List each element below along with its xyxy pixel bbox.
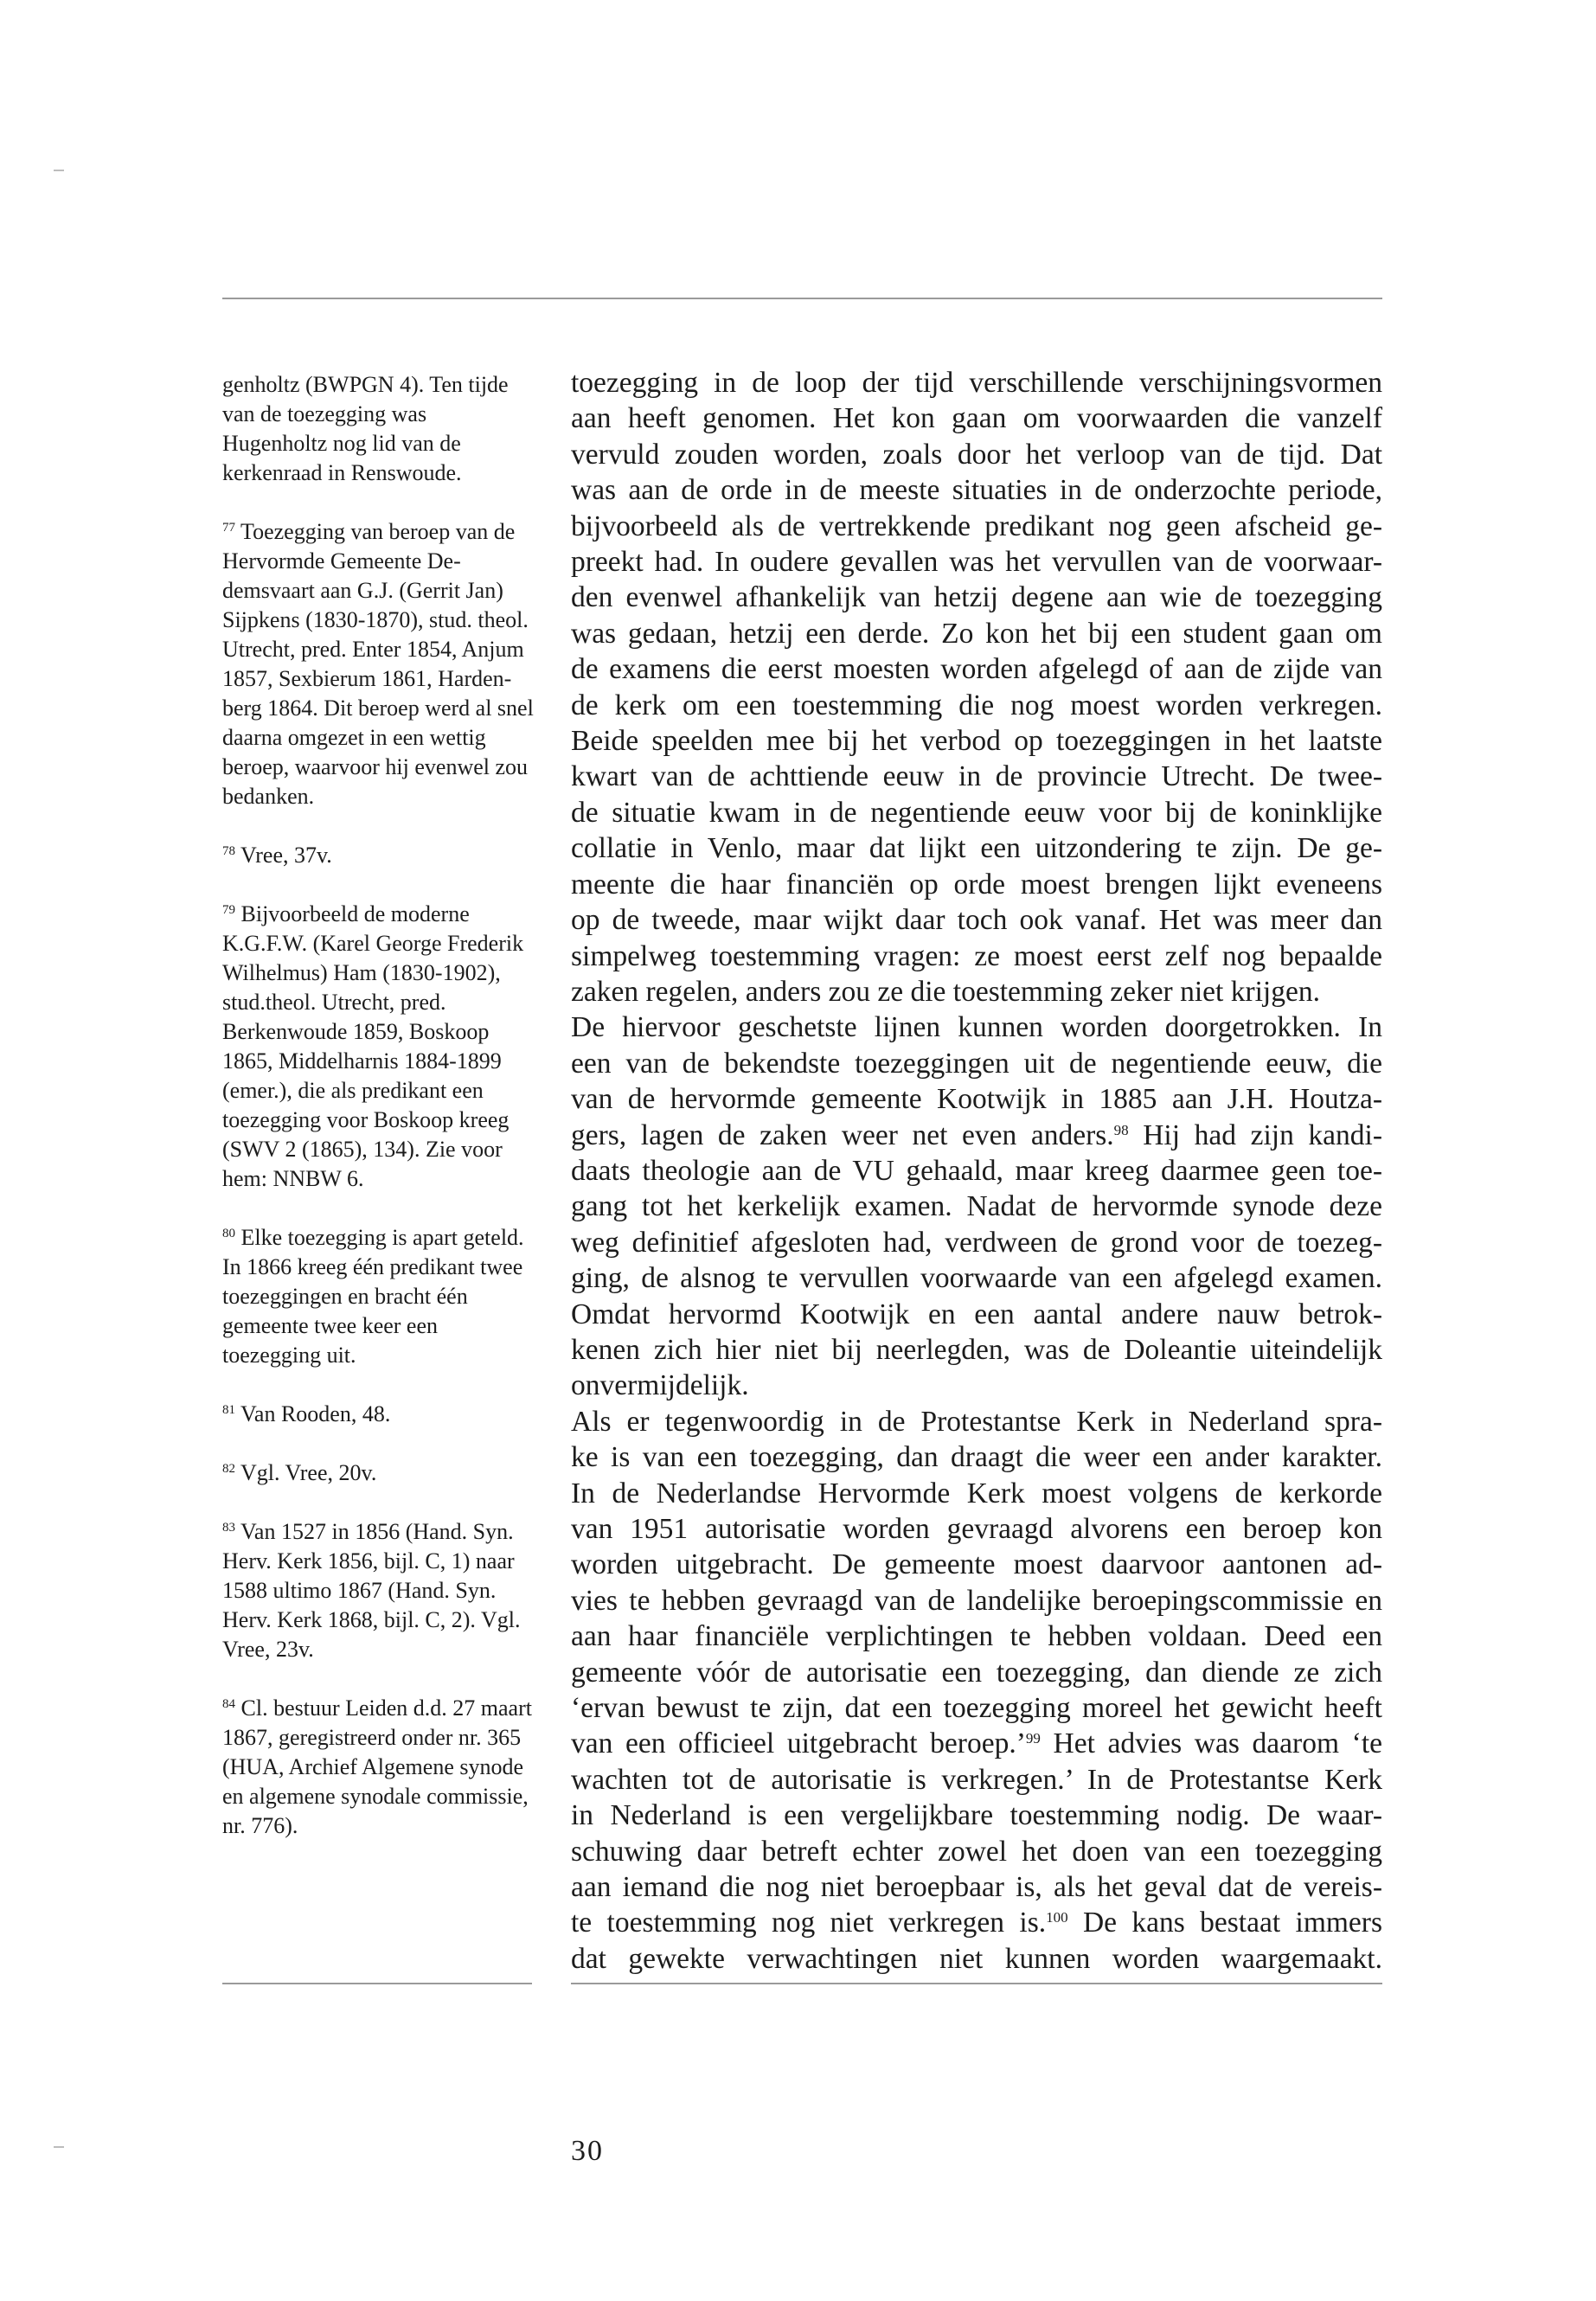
text-line: den evenwel afhankelijk van hetzij degene aan wie de toezegging bbox=[571, 581, 1382, 614]
footnote-84 bbox=[222, 1694, 535, 1841]
text-line: gemeente vóór de autorisatie een toezegging, dan diende ze zich bbox=[571, 1656, 1382, 1689]
main-column-bottom-rule bbox=[571, 1983, 1382, 1984]
text-line: simpelweg toestemming vragen: ze moest eerst zelf nog bepaalde bbox=[571, 939, 1382, 972]
text-line bbox=[571, 1905, 1382, 1940]
text-line bbox=[571, 1118, 1382, 1153]
paragraph-3 bbox=[571, 1404, 1382, 1977]
crop-mark-bottom-left bbox=[54, 2146, 64, 2148]
text-line: meente die haar financiën op orde moest brengen lijkt eveneens bbox=[571, 868, 1382, 901]
text-line: preekt had. In oudere gevallen was het vervullen van de voorwaar- bbox=[571, 546, 1382, 579]
text-segment: te toestemming nog niet verkregen is. bbox=[571, 1907, 1047, 1939]
text-line: aan heeft genomen. Het kon gaan om voorwaarden die vanzelf bbox=[571, 402, 1382, 435]
text-line: ‘ervan bewust te zijn, dat een toezegging moreel het gewicht heeft bbox=[571, 1692, 1382, 1725]
footnote-continued bbox=[222, 370, 535, 488]
text-line: Beide speelden mee bij het verbod op toezeggingen in het laatste bbox=[571, 725, 1382, 758]
text-line: de examens die eerst moesten worden afgelegd of aan de zijde van bbox=[571, 653, 1382, 686]
footnote-79 bbox=[222, 900, 535, 1194]
text-segment: van een officieel uitgebracht beroep.’ bbox=[571, 1727, 1026, 1760]
text-line: van de hervormde gemeente Kootwijk in 1885 aan J.H. Houtza- bbox=[571, 1083, 1382, 1116]
text-line: kenen zich hier niet bij neerlegden, was de Doleantie uiteindelijk bbox=[571, 1333, 1382, 1366]
footnote-ref-100: 100 bbox=[1046, 1909, 1068, 1926]
footnote-82 bbox=[222, 1458, 535, 1488]
text-line: was gedaan, hetzij een derde. Zo kon het bij een student gaan om bbox=[571, 617, 1382, 650]
footnote-80 bbox=[222, 1223, 535, 1370]
footnote-number: 77 bbox=[222, 521, 235, 535]
footnote-column-bottom-rule bbox=[222, 1983, 532, 1984]
text-line: worden uitgebracht. De gemeente moest daarvoor aantonen ad- bbox=[571, 1548, 1382, 1581]
text-line: aan haar financiële verplichtingen te hebben voldaan. Deed een bbox=[571, 1620, 1382, 1653]
footnote-78 bbox=[222, 841, 535, 870]
main-text-column bbox=[571, 365, 1382, 1977]
footnote-number: 81 bbox=[222, 1403, 235, 1417]
footnote-text: Bijvoorbeeld de moderne K.G.F.W. (Karel George Frederik Wilhelmus) Ham (1830-1902), stud.theol. Utrecht, pred. Berkenwoude 1859, Boskoop 1865, Middelharnis 1884-1899 (emer.), die als predikant een toezegging voor Boskoop kreeg (SWV 2 (1865), 134). Zie voor hem: NNBW 6. bbox=[222, 901, 524, 1191]
text-segment: Hij had zijn kandi- bbox=[1128, 1118, 1382, 1151]
footnote-81 bbox=[222, 1400, 535, 1429]
footnote-text: Elke toezegging is apart geteld. In 1866 kreeg één predikant twee toezeggingen en bracht één gemeente twee keer een toezegging uit. bbox=[222, 1225, 524, 1368]
text-line: In de Nederlandse Hervormde Kerk moest volgens de kerkorde bbox=[571, 1477, 1382, 1509]
footnote-ref-99: 99 bbox=[1025, 1730, 1041, 1747]
header-rule bbox=[222, 298, 1382, 299]
text-line: Omdat hervormd Kootwijk en een aantal andere nauw betrok- bbox=[571, 1298, 1382, 1330]
text-line: De hiervoor geschetste lijnen kunnen worden doorgetrokken. In bbox=[571, 1011, 1382, 1044]
text-line: ging, de alsnog te vervullen voorwaarde van een afgelegd examen. bbox=[571, 1262, 1382, 1295]
footnote-text: genholtz (BWPGN 4). Ten tijde van de toezegging was Hugenholtz nog lid van de kerkenraad in Renswoude. bbox=[222, 372, 509, 485]
text-line: gang tot het kerkelijk examen. Nadat de hervormde synode deze bbox=[571, 1190, 1382, 1223]
text-line: een van de bekendste toezeggingen uit de negentiende eeuw, die bbox=[571, 1047, 1382, 1080]
footnote-text: Vgl. Vree, 20v. bbox=[240, 1460, 377, 1485]
text-line: in Nederland is een vergelijkbare toestemming nodig. De waar- bbox=[571, 1799, 1382, 1832]
text-line: Als er tegenwoordig in de Protestantse Kerk in Nederland spra- bbox=[571, 1405, 1382, 1438]
footnote-number: 82 bbox=[222, 1462, 235, 1476]
text-line: de situatie kwam in de negentiende eeuw voor bij de koninklijke bbox=[571, 796, 1382, 829]
text-line: op de tweede, maar wijkt daar toch ook vanaf. Het was meer dan bbox=[571, 904, 1382, 937]
crop-mark-top-left bbox=[54, 170, 64, 171]
footnote-text: Cl. bestuur Leiden d.d. 27 maart 1867, geregistreerd onder nr. 365 (HUA, Archief Algemene synode en algemene synodale commissie, nr. 776). bbox=[222, 1695, 532, 1838]
paragraph-1 bbox=[571, 365, 1382, 1009]
text-line: kwart van de achttiende eeuw in de provincie Utrecht. De twee- bbox=[571, 760, 1382, 793]
footnote-text: Van Rooden, 48. bbox=[240, 1401, 391, 1426]
text-line: toezegging in de loop der tijd verschillende verschijningsvormen bbox=[571, 367, 1382, 399]
text-segment: gers, lagen de zaken weer net even anders. bbox=[571, 1118, 1114, 1151]
text-line: de kerk om een toestemming die nog moest worden verkregen. bbox=[571, 689, 1382, 721]
text-line: daats theologie aan de VU gehaald, maar kreeg daarmee geen toe- bbox=[571, 1154, 1382, 1187]
footnote-number: 84 bbox=[222, 1697, 235, 1711]
text-line: bijvoorbeeld als de vertrekkende predikant nog geen afscheid ge- bbox=[571, 510, 1382, 542]
paragraph-2 bbox=[571, 1009, 1382, 1403]
text-line: collatie in Venlo, maar dat lijkt een uitzondering te zijn. De ge- bbox=[571, 832, 1382, 865]
footnote-number: 79 bbox=[222, 903, 235, 917]
text-line: van 1951 autorisatie worden gevraagd alvorens een beroep kon bbox=[571, 1513, 1382, 1545]
text-line: was aan de orde in de meeste situaties in de onderzochte periode, bbox=[571, 474, 1382, 507]
text-line: vies te hebben gevraagd van de landelijke beroepingscommissie en bbox=[571, 1584, 1382, 1617]
footnotes-column bbox=[222, 370, 535, 1870]
text-segment: Het advies was daarom ‘te bbox=[1040, 1727, 1382, 1760]
footnote-text: Vree, 37v. bbox=[240, 843, 332, 868]
footnote-number: 78 bbox=[222, 844, 235, 858]
text-line: ke is van een toezegging, dan draagt die weer een ander karakter. bbox=[571, 1441, 1382, 1474]
text-line: weg definitief afgesloten had, verdween de grond voor de toezeg- bbox=[571, 1226, 1382, 1259]
text-line: wachten tot de autorisatie is verkregen.’ In de Protestantse Kerk bbox=[571, 1763, 1382, 1796]
footnote-text: Toezegging van beroep van de Hervormde Gemeente Dedemsvaart aan G.J. (Gerrit Jan) Sijpkens (1830-1870), stud. theol. Utrecht, pred. Enter 1854, Anjum 1857, Sexbierum 1861, Hardenberg 1864. Dit beroep werd al snel daarna omgezet in een wettig beroep, waarvoor hij evenwel zou bedanken. bbox=[222, 519, 534, 809]
footnote-ref-98: 98 bbox=[1113, 1121, 1129, 1138]
text-line: dat gewekte verwachtingen niet kunnen worden waargemaakt. bbox=[571, 1942, 1382, 1975]
footnote-text: Van 1527 in 1856 (Hand. Syn. Herv. Kerk 1856, bijl. C, 1) naar 1588 ultimo 1867 (Hand. Syn. Herv. Kerk 1868, bijl. C, 2). Vgl. Vree, 23v. bbox=[222, 1519, 521, 1662]
footnote-77 bbox=[222, 517, 535, 811]
page-number: 30 bbox=[571, 2135, 604, 2167]
text-line bbox=[571, 1726, 1382, 1761]
text-line: vervuld zouden worden, zoals door het verloop van de tijd. Dat bbox=[571, 438, 1382, 471]
text-line: onvermijdelijk. bbox=[571, 1369, 749, 1402]
footnote-number: 80 bbox=[222, 1227, 235, 1240]
text-line: aan iemand die nog niet beroepbaar is, als het geval dat de vereis- bbox=[571, 1871, 1382, 1904]
text-segment: De kans bestaat immers bbox=[1067, 1907, 1382, 1939]
footnote-number: 83 bbox=[222, 1521, 235, 1535]
text-line: zaken regelen, anders zou ze die toestemming zeker niet krijgen. bbox=[571, 975, 1320, 1008]
text-line: schuwing daar betreft echter zowel het doen van een toezegging bbox=[571, 1835, 1382, 1868]
footnote-83 bbox=[222, 1517, 535, 1664]
